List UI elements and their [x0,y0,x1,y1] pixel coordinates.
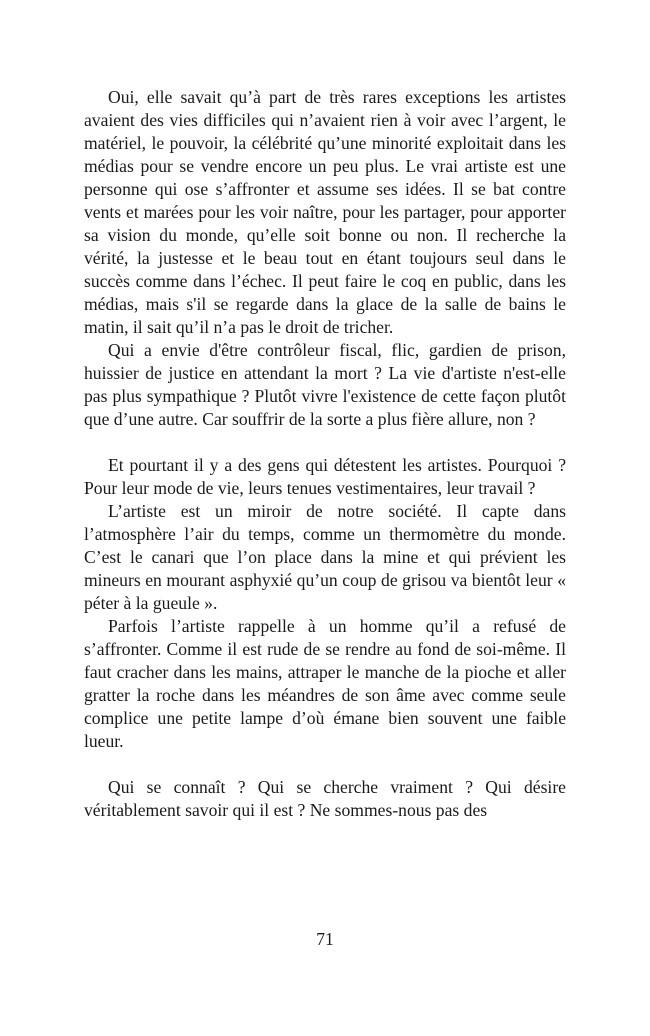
paragraph-who-knows-self: Qui se connaît ? Qui se cherche vraiment ? Qui désire véritablement savoir qui il est ? Ne sommes-nous pas des [84,777,566,820]
paragraph-artist-reminds: Parfois l’artiste rappelle à un homme qu’il a refusé de s’affronter. Comme il est rude de se rendre au fond de soi-même. Il faut cracher dans les mains, attraper le manche de la pioche et aller gratter la roche dans les méandres de son âme avec comme seule complice une petite lampe d’où émane bien souvent une faible lueur. [84,616,566,751]
page-number: 71 [316,929,334,949]
section-break [84,753,566,776]
paragraph-who-wants: Qui a envie d'être contrôleur fiscal, flic, gardien de prison, huissier de justice en attendant la mort ? La vie d'artiste n'est-elle pas plus sympathique ? Plutôt vivre l'existence de cette façon plutôt que d’une autre. Car souffrir de la sorte a plus fière allure, non ? [84,340,566,429]
paragraph-artist-lives: Oui, elle savait qu’à part de très rares exceptions les artistes avaient des vies difficiles qui n’avaient rien à voir avec l’argent, le matériel, le pouvoir, la célébrité qu’une minorité exploitait dans les médias pour se vendre encore un peu plus. Le vrai artiste est une personne qui ose s’affronter et assume ses idées. Il se bat contre vents et marées pour les voir naître, pour les partager, pour apporter sa vision du monde, qu’elle soit bonne ou non. Il recherche la vérité, la justesse et le beau tout en étant toujours seul dans le succès comme dans l’échec. Il peut faire le coq en public, dans les médias, mais s'il se regarde dans la glace de la salle de bains le matin, il sait qu’il n’a pas le droit de tricher. [84,87,566,337]
body-text [84,86,566,822]
paragraph-artist-mirror: L’artiste est un miroir de notre société. Il capte dans l’atmosphère l’air du temps, comme un thermomètre du monde. C’est le canari que l’on place dans la mine et qui prévient les mineurs en mourant asphyxié qu’un coup de grisou va bientôt leur « péter à la gueule ». [84,501,566,613]
paragraph-people-hate-artists: Et pourtant il y a des gens qui détestent les artistes. Pourquoi ? Pour leur mode de vie, leurs tenues vestimentaires, leur travail ? [84,455,566,498]
section-break [84,431,566,454]
